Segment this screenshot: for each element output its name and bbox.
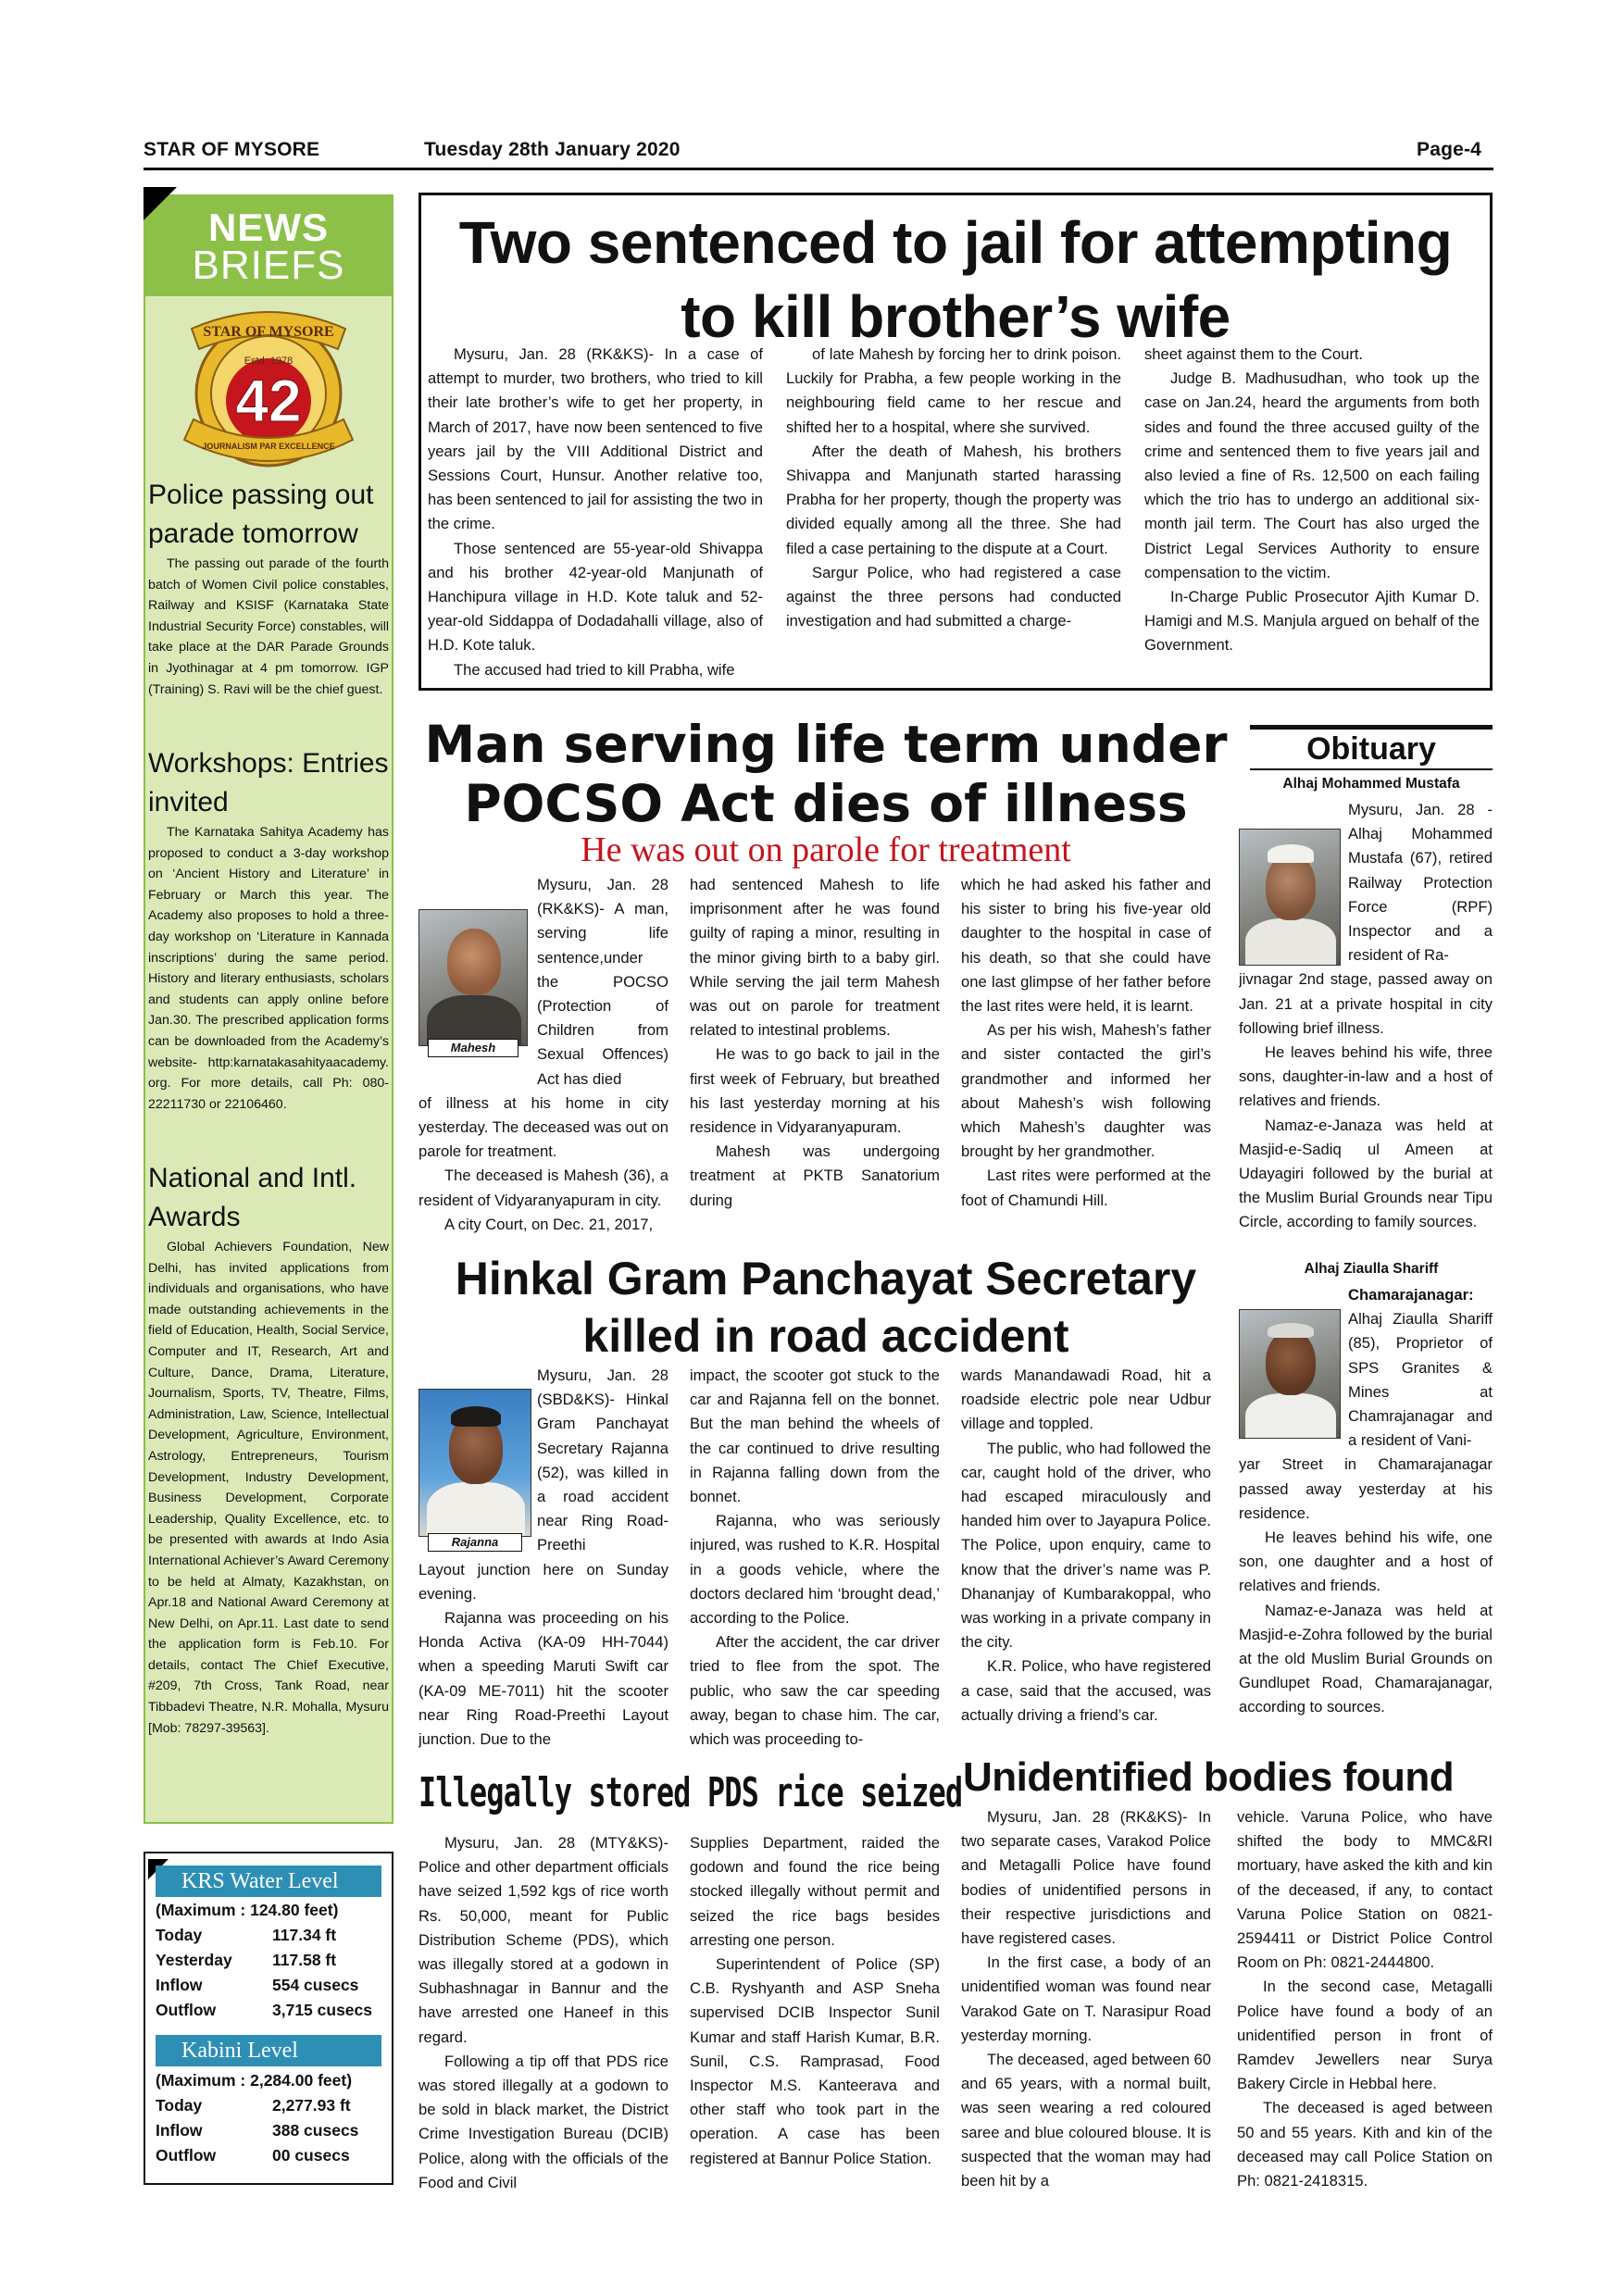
lead-column-3 <box>1144 343 1480 685</box>
masthead-paper-name: STAR OF MYSORE <box>144 139 320 160</box>
bodies-headline: Unidentified bodies found <box>963 1754 1455 1800</box>
paragraph: Supplies Department, raided the godown and found the rice being stocked illegally without permit and seized the rice bags besides arresting one person. <box>690 1834 940 1949</box>
news-briefs-title-news: NEWS <box>208 206 329 249</box>
lead-column-2 <box>786 343 1121 685</box>
paragraph: Rajanna, who was seriously injured, was rushed to K.R. Hospital in a goods vehicle, where the doctors declared him ‘brought dead,’ according to the Police. <box>690 1512 940 1628</box>
paragraph: After the death of Mahesh, his brothers Shivappa and Manjunath started harassing Prabha for her property, though the property was divided equally among all the three. She had filed a case pertaining to the dispute at a Court. <box>786 442 1121 557</box>
paragraph: The deceased, aged between 60 and 65 years, with a normal built, was seen wearing a red coloured saree and blue coloured blouse. It is suspected that the woman may had been hit by a <box>961 2051 1211 2190</box>
lead-headline <box>418 206 1493 354</box>
kabini-title: Kabini Level <box>156 2035 381 2066</box>
paragraph: Mysuru, Jan. 28 (RK&KS)- In a case of attempt to murder, two brothers, who tried to kill their late brother’s wife to get her property, in March of 2017, have now been sentenced to five years jail by the VIII Additional District and Sessions Court, Hunsur. Another relative too, has been sentenced to jail for assisting the two in the crime. <box>428 345 763 533</box>
krs-maximum: (Maximum : 124.80 feet) <box>156 1901 339 1919</box>
lead-headline-line-1: Two sentenced to jail for attempting <box>458 209 1453 276</box>
kabini-maximum: (Maximum : 2,284.00 feet) <box>156 2071 353 2090</box>
masthead-date: Tuesday 28th January 2020 <box>424 139 681 160</box>
brief-body: The passing out parade of the fourth batch of Women Civil police constables, Railway and KSISF (Karnataka State Industrial Security Force) constables, will take place at the DAR Parade Grounds in Jyothinagar at 4 pm tomorrow. IGP (Training) S. Ravi will be the chief guest. <box>148 556 389 697</box>
krs-row: Yesterday 117.58 ft <box>156 1951 337 1969</box>
pocso-column-3 <box>961 873 1211 1234</box>
kabini-row: Today 2,277.93 ft <box>156 2096 351 2115</box>
obituary-title: Obituary <box>1306 731 1436 767</box>
obituary-name-1: Alhaj Mohammed Mustafa <box>1282 776 1460 792</box>
pocso-headline-line-1: Man serving life term under <box>424 715 1228 774</box>
paragraph: Namaz-e-Janaza was held at Masjid-e-Zohra followed by the burial at the old Muslim Burial Grounds on Gundlupet Road, Chamarajanagar, according to sources. <box>1239 1601 1493 1716</box>
news-briefs-title-briefs: BRIEFS <box>192 243 345 288</box>
bodies-column-2 <box>1237 1805 1493 2231</box>
paragraph: The deceased is aged between 50 and 55 years. Kith and kin of the deceased may call Police Station on Ph: 0821-2418315. <box>1237 2099 1493 2190</box>
paragraph: Mysuru, Jan. 28 (RK&KS)- In two separate cases, Varakod Police and Metagalli Police have found bodies of unidentified persons in their respective jurisdictions and have registered cases. <box>961 1808 1211 1948</box>
rajanna-photo-caption: Rajanna <box>428 1533 522 1552</box>
paragraph: Mysuru, Jan. 28 (SBD&KS)- Hinkal Gram Panchayat Secretary Rajanna (52), was killed in a road accident near Ring Road-Preethi <box>537 1366 668 1554</box>
paragraph: which he had asked his father and his sister to bring his five-year old daughter to the hospital in case of his death, so that she could have one last glimpse of her father before the last rites were held, it is learnt. <box>961 876 1211 1016</box>
paragraph: The deceased is Mahesh (36), a resident of Vidyaranyapuram in city. <box>418 1167 668 1209</box>
kabini-row: Inflow 388 cusecs <box>156 2121 359 2140</box>
pocso-headline-line-2: POCSO Act dies of illness <box>464 774 1188 833</box>
hinkal-column-1 <box>418 1364 668 1753</box>
paragraph: After the accident, the car driver tried to flee from the spot. The public, who saw the car speeding away, began to chase him. The car, which was proceeding to- <box>690 1633 940 1749</box>
brief-heading: National and Intl. Awards <box>148 1163 357 1232</box>
kabini-row: Outflow 00 cusecs <box>156 2146 350 2165</box>
brief-item <box>148 476 389 700</box>
brief-body: Global Achievers Foundation, New Delhi, has invited applications from individuals and organisations, who have made outstanding achievements in the field of Education, Health, Social Service, Computer and IT, Research, Art and Culture, Dance, Drama, Literature, Journalism, Sports, TV, Theatre, Films, Administration, Law, Science, Intellectual Development, Agriculture, Environment, Astrology, Entrepreneurs, Tourism Development, Industry Development, Business Development, Corporate Leadership, Quality Excellence, etc. to be presented with awards at Indo Asia International Achiever’s Award Ceremony to be held at Almaty, Kazakhstan, on Apr.18 and National Award Ceremony at New Delhi, on Apr.11. Last date to send the application form is Feb.10. For details, contact The Chief Executive, #209, 7th Cross, Tank Road, near Tibbadevi Theatre, N.R. Mohalla, Mysuru [Mob: 78297-39563]. <box>148 1240 389 1736</box>
pds-column-1 <box>418 1831 668 2239</box>
logo-estd-text: Estd. 1978 <box>244 356 294 367</box>
mahesh-photo-caption: Mahesh <box>428 1039 518 1057</box>
krs-row: Inflow 554 cusecs <box>156 1976 359 1994</box>
krs-row: Today 117.34 ft <box>156 1926 337 1944</box>
obituary-text-2 <box>1239 1283 1493 1765</box>
krs-row: Outflow 3,715 cusecs <box>156 2001 373 2019</box>
paragraph: Sargur Police, who had registered a case against the three persons had conducted investigation and had submitted a charge- <box>786 563 1121 630</box>
paragraph: As per his wish, Mahesh’s father and sister contacted the girl’s grandmother and informed her about Mahesh’s wish following which Mahesh’s daughter was brought by her grandmother. <box>961 1021 1211 1161</box>
pocso-column-1 <box>418 873 668 1234</box>
paragraph: Namaz-e-Janaza was held at Masjid-e-Sadiq ul Ameen at Udayagiri followed by the burial at the Muslim Burial Grounds near Tipu Circle, according to family sources. <box>1239 1116 1493 1231</box>
masthead-page-number: Page-4 <box>1417 139 1482 160</box>
paragraph: Last rites were performed at the foot of Chamundi Hill. <box>961 1167 1211 1209</box>
paragraph: In the first case, a body of an unidentified woman was found near Varakod Gate on T. Narasipur Road yesterday morning. <box>961 1953 1211 2044</box>
paragraph: Mahesh was undergoing treatment at PKTB Sanatorium during <box>690 1142 940 1209</box>
paragraph: wards Manandawadi Road, hit a roadside electric pole near Udbur village and toppled. <box>961 1366 1211 1433</box>
paragraph: Rajanna was proceeding on his Honda Activa (KA-09 HH-7044) when a speeding Maruti Swift car (KA-09 ME-7011) hit the scooter near Ring Road-Preethi Layout junction. Due to the <box>418 1609 668 1749</box>
masthead-rule <box>144 168 1493 170</box>
pds-column-2 <box>690 1831 940 2239</box>
lead-headline-line-2: to kill brother’s wife <box>681 283 1230 350</box>
pocso-subheadline: He was out on parole for treatment <box>581 830 1071 869</box>
pocso-headline <box>418 715 1233 833</box>
brief-item <box>148 1159 389 1739</box>
paragraph: yar Street in Chamarajanagar passed away yesterday at his residence. <box>1239 1455 1493 1522</box>
paragraph: jivnagar 2nd stage, passed away on Jan. 21 at a private hospital in city following brief illness. <box>1239 970 1493 1037</box>
krs-title: KRS Water Level <box>156 1866 381 1897</box>
bodies-column-1 <box>961 1805 1211 2231</box>
hinkal-headline <box>418 1250 1233 1365</box>
obituary-top-rule <box>1250 725 1493 730</box>
paragraph: impact, the scooter got stuck to the car and Rajanna fell on the bonnet. But the man behind the wheels of the car continued to drive resulting in Rajanna falling down from the bonnet. <box>690 1366 940 1506</box>
hinkal-column-2 <box>690 1364 940 1753</box>
obituary-place: Chamarajanagar: <box>1348 1286 1474 1304</box>
pds-headline: Illegally stored PDS rice seized <box>418 1769 963 1816</box>
brief-body: The Karnataka Sahitya Academy has proposed to conduct a 3-day workshop on ‘Ancient History and Literature’ in February or March this year. The Academy also proposes to hold a three-day workshop on ‘Literature in Kannada inscriptions’ during the same period. History and literary enthusiasts, scholars and students can apply online before Jan.30. The prescribed application forms can be downloaded from the Academy’s website- http:karnatakasahityaacademy. org. For more details, call Ph: 080-22211730 or 22106460. <box>148 825 389 1112</box>
logo-number-text: 42 <box>235 368 302 434</box>
anniversary-logo <box>171 301 366 481</box>
pocso-column-2 <box>690 873 940 1234</box>
obituary-text: Alhaj Ziaulla Shariff (85), Proprietor of SPS Granites & Mines at Chamrajanagar and a resident of Vani- <box>1348 1310 1493 1450</box>
paragraph: K.R. Police, who have registered a case, said that the accused, was actually driving a friend’s car. <box>961 1657 1211 1724</box>
paragraph: In-Charge Public Prosecutor Ajith Kumar D. Hamigi and M.S. Manjula argued on behalf of the Government. <box>1144 588 1480 655</box>
paragraph: of late Mahesh by forcing her to drink poison. Luckily for Prabha, a few people working in the neighbouring field came to her rescue and shifted her to a hospital, where she survived. <box>786 345 1121 436</box>
paragraph: Mysuru, Jan. 28 (RK&KS)- A man, serving life sentence,under the POCSO (Protection of Children from Sexual Offences) Act has died <box>537 876 668 1088</box>
paragraph: Superintendent of Police (SP) C.B. Ryshyanth and ASP Sneha supervised DCIB Inspector Sunil Kumar and staff Harish Kumar, B.R. Sunil, C.S. Ramprasad, Food Inspector M.S. Kanteerava and other staff who took part in the operation. A case has been registered at Bannur Police Station. <box>690 1955 940 2167</box>
hinkal-headline-line-1: Hinkal Gram Panchayat Secretary <box>455 1253 1197 1304</box>
paragraph <box>1239 1283 1493 1453</box>
paragraph: sheet against them to the Court. <box>1144 345 1364 363</box>
lead-column-1 <box>428 343 763 685</box>
hinkal-column-3 <box>961 1364 1211 1753</box>
paragraph: Mysuru, Jan. 28 (MTY&KS)- Police and other department officials have seized 1,592 kgs of rice worth Rs. 50,000, meant for Public Distribution Scheme (PDS), which was illegally stored at a godown in Subhashnagar in Bannur and the have arrested one Haneef in this regard. <box>418 1834 668 2046</box>
obituary-rule <box>1250 768 1493 770</box>
paragraph: Layout junction here on Sunday evening. <box>418 1560 668 1603</box>
paragraph: He was to go back to jail in the first week of February, but breathed his last yesterday morning at his residence in Vidyaranyapuram. <box>690 1045 940 1137</box>
paragraph: vehicle. Varuna Police, who have shifted the body to MMC&RI mortuary, have asked the kith and kin of the deceased, if any, to contact Varuna Police Station on 0821-2594411 or District Police Control Room on Ph: 0821-2444800. <box>1237 1808 1493 1972</box>
paragraph: The public, who had followed the car, caught hold of the driver, who had escaped miraculously and handed him over to Jayapura Police. The Police, upon enquiry, came to know that the driver’s name was P. Dhananjay of Kumbarakoppal, who was working in a private company in the city. <box>961 1439 1211 1652</box>
logo-motto-text: JOURNALISM PAR EXCELLENCE <box>202 442 335 451</box>
obituary-text-1 <box>1239 798 1493 1257</box>
paragraph: had sentenced Mahesh to life imprisonment after he was found guilty of raping a minor, resulting in the minor giving birth to a baby girl. While serving the jail term Mahesh was out on parole for treatment related to intestinal problems. <box>690 876 940 1040</box>
paragraph: He leaves behind his wife, one son, one daughter and a host of relatives and friends. <box>1239 1529 1493 1595</box>
paragraph: Judge B. Madhusudhan, who took up the case on Jan.24, heard the arguments from both sides and found the three accused guilty of the crime and sentenced them to five years jail and also levied a fine of Rs. 12,500 on each failing which the trio has to undergo an additional six-month jail term. The Court has also urged the District Legal Services Authority to ensure compensation to the victim. <box>1144 369 1480 581</box>
logo-top-text: STAR OF MYSORE <box>203 324 334 340</box>
brief-item <box>148 744 389 1115</box>
paragraph: of illness at his home in city yesterday. The deceased was out on parole for treatment. <box>418 1093 668 1161</box>
paragraph: He leaves behind his wife, three sons, daughter-in-law and a host of relatives and friends. <box>1239 1043 1493 1110</box>
brief-heading: Police passing out parade tomorrow <box>148 480 374 549</box>
paragraph: Mysuru, Jan. 28 - Alhaj Mohammed Mustafa (67), retired Railway Protection Force (RPF) Inspector and a resident of Ra- <box>1348 801 1493 965</box>
obituary-name-2: Alhaj Ziaulla Shariff <box>1304 1261 1439 1277</box>
paragraph: Those sentenced are 55-year-old Shivappa and his brother 42-year-old Manjunath of Hanchipura village in H.D. Kote taluk and 52-year-old Siddappa of Dodadahalli village, also of H.D. Kote taluk. <box>428 539 763 655</box>
brief-heading: Workshops: Entries invited <box>148 748 389 817</box>
paragraph: Following a tip off that PDS rice was stored illegally at a godown to be sold in black market, the District Crime Investigation Bureau (DCIB) Police, along with the officials of the Food and Civil <box>418 2052 668 2191</box>
paragraph: The accused had tried to kill Prabha, wife <box>454 660 735 679</box>
paragraph: In the second case, Metagalli Police have found a body of an unidentified person in front of Ramdev Jewellers near Surya Bakery Circle in Hebbal here. <box>1237 1978 1493 2093</box>
hinkal-headline-line-2: killed in road accident <box>582 1310 1069 1362</box>
paragraph: A city Court, on Dec. 21, 2017, <box>444 1215 654 1233</box>
